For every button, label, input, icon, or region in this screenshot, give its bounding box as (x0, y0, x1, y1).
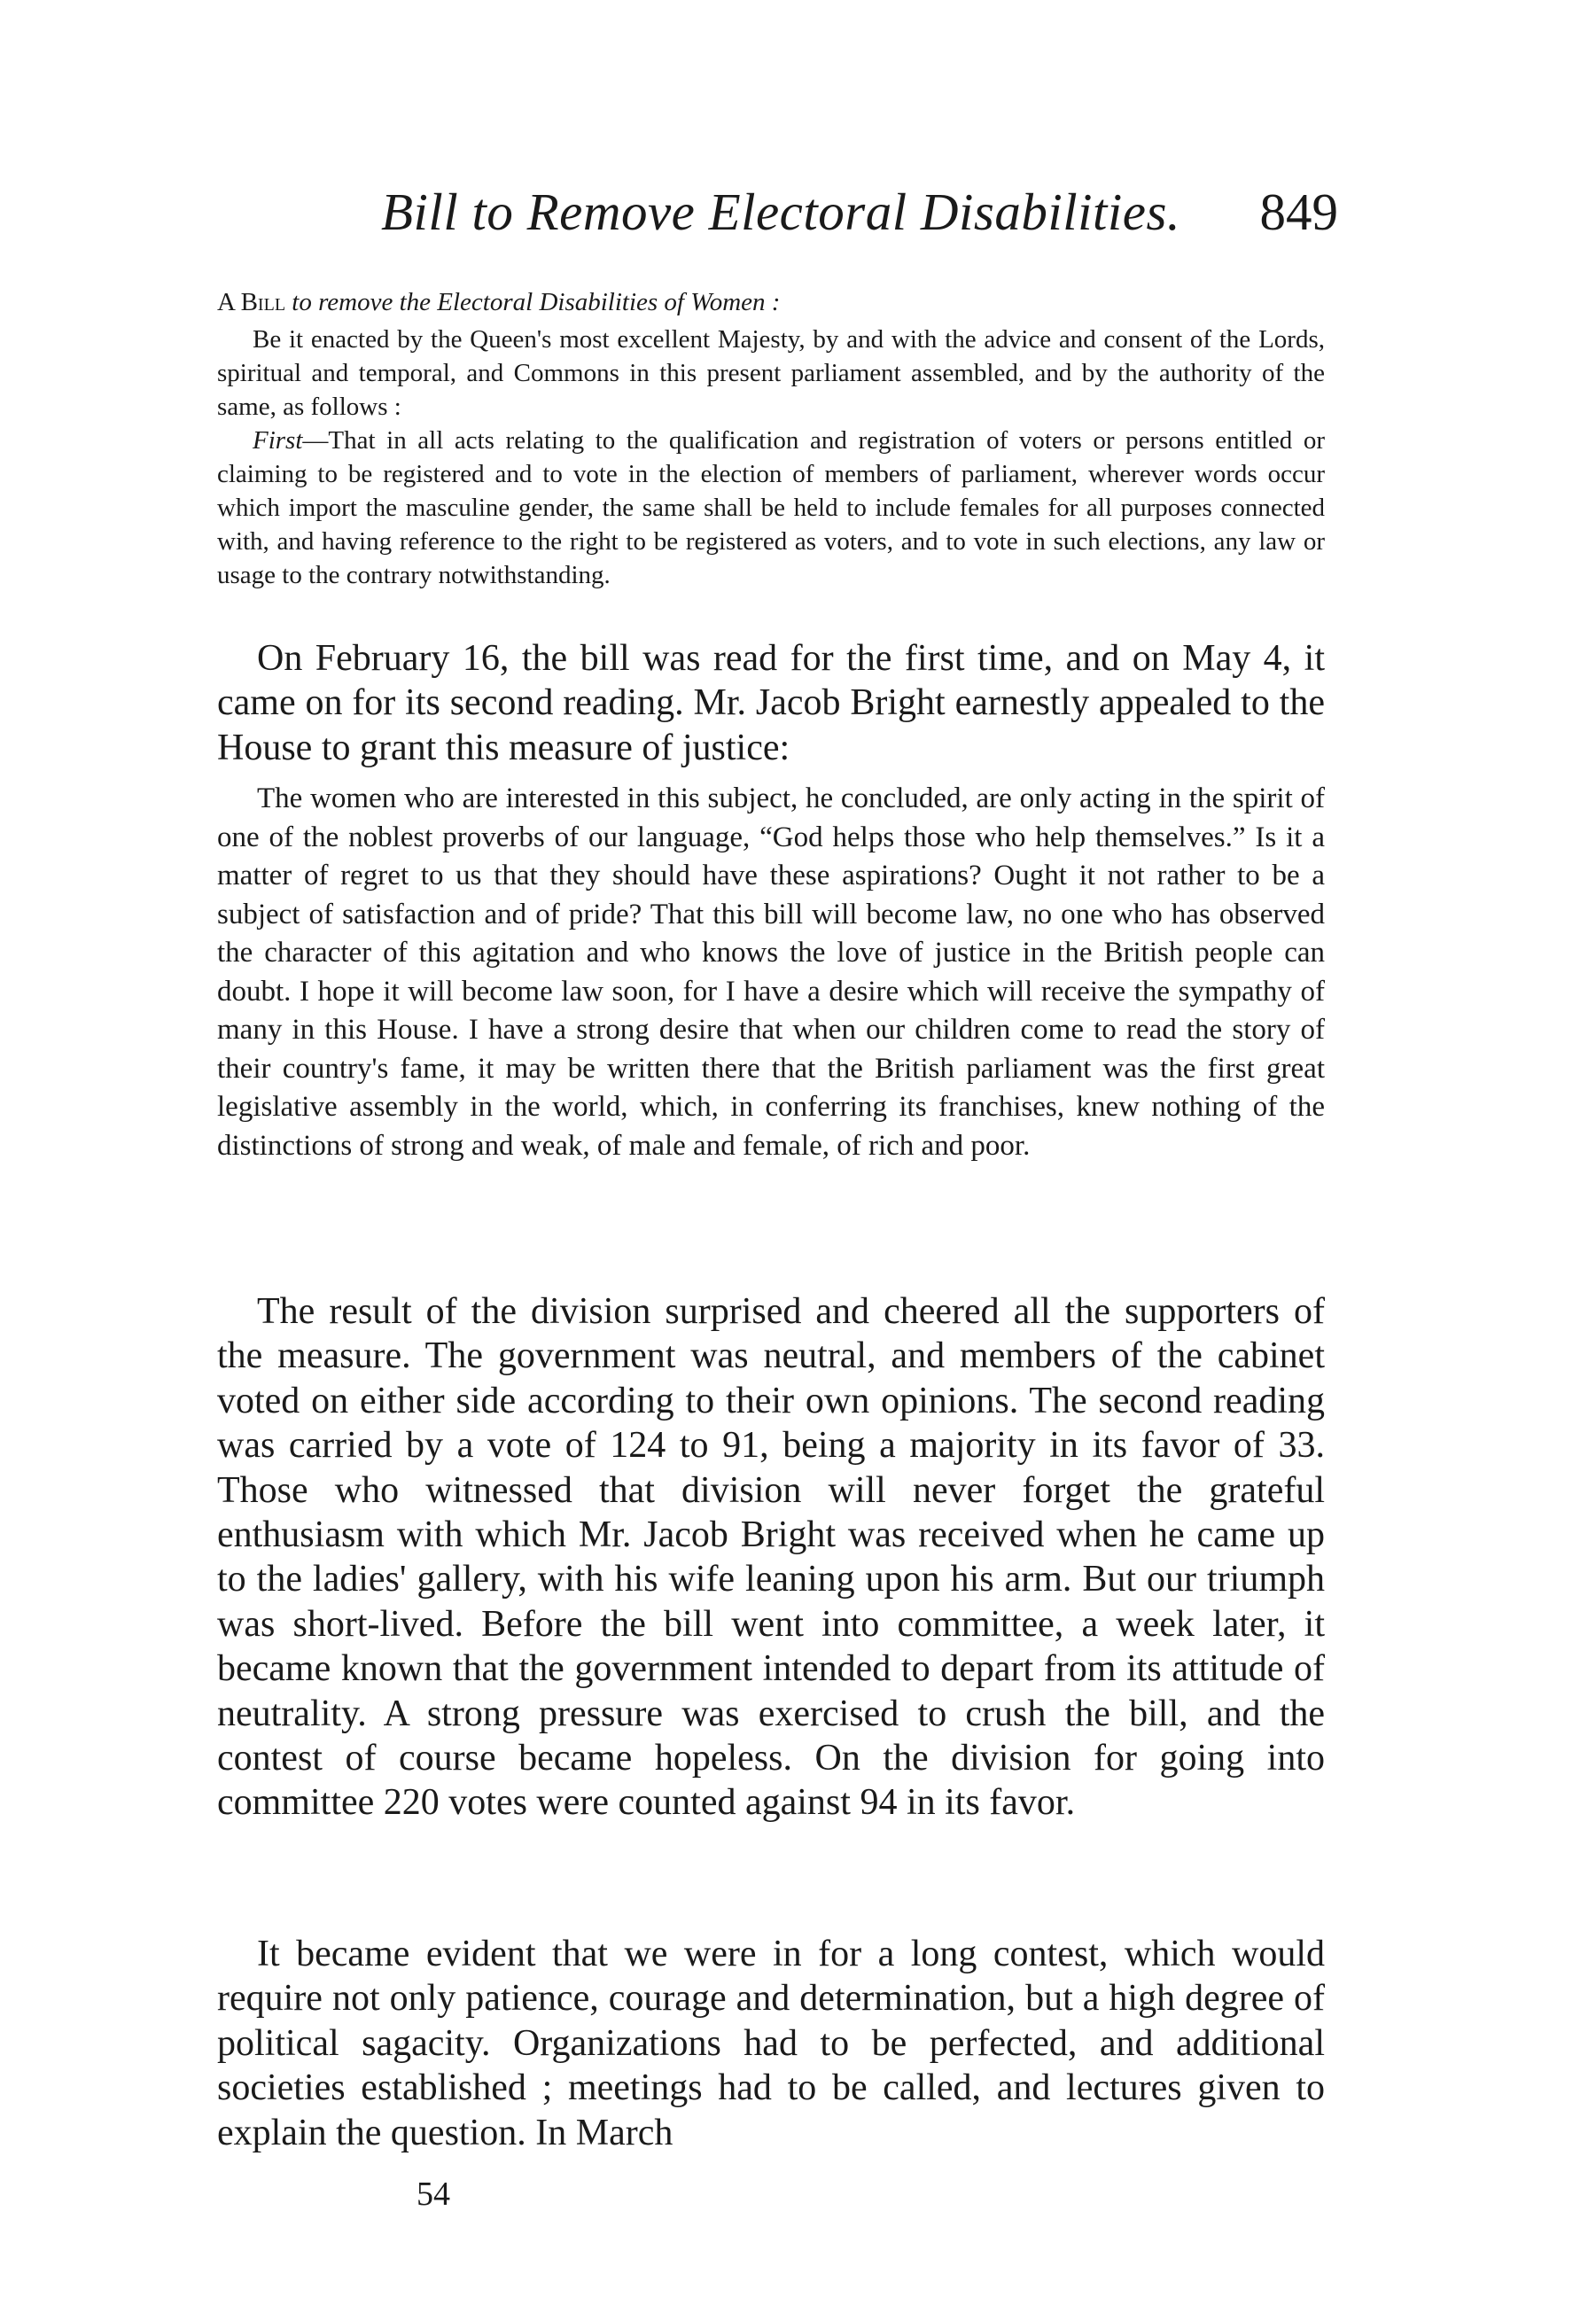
running-header (381, 182, 1338, 261)
bill-first-label: First (253, 426, 303, 455)
bill-title (217, 285, 1325, 319)
bill-enacting-clause: Be it enacted by the Queen's most excellent Majesty, by and with the advice and consent of the Lords, spiritual and temporal, and Commons in this present parliament assembled, and by the authority of the same, as follows : (217, 325, 1325, 421)
bill-title-italic: to remove the Electoral Disabilities of Women : (292, 288, 781, 316)
bill-title-caps: A Bill (217, 288, 286, 316)
paragraph-text: The result of the division surprised and cheered all the supporters of the measure. The government was neutral, and members of the cabinet voted on either side according to their own opinions. The second reading was carried by a vote of 124 to 91, being a majority in its favor of 33. Those who witnessed that division will never forget the grateful enthusiasm with which Mr. Jacob Bright was received when he came up to the ladies' gallery, with his wife leaning upon his arm. But our triumph was short-lived. Before the bill went into committee, a week later, it became known that the government intended to depart from its attitude of neutrality. A strong pressure was exercised to crush the bill, and the contest of course became hopeless. On the division for going into committee 220 votes were counted against 94 in its favor. (217, 1291, 1325, 1824)
paragraph-division-result (217, 1289, 1325, 1825)
paragraph-text: On February 16, the bill was read for the first time, and on May 4, it came on for its second reading. Mr. Jacob Bright earnestly appealed to the House to grant this measure of justice: (217, 638, 1325, 768)
quotation-block (217, 780, 1325, 1165)
page-number: 849 (1259, 183, 1338, 241)
paragraph-second-reading (217, 636, 1325, 770)
paragraph-long-contest (217, 1932, 1325, 2155)
running-title: Bill to Remove Electoral Disabilities. (381, 183, 1181, 241)
bill-first-clause (217, 424, 1325, 592)
bill-text-block (217, 285, 1325, 592)
paragraph-text: It became evident that we were in for a long contest, which would require not only patience, courage and determination, but a high degree of political sagacity. Organizations had to be perfected, and additional societies established ; meetings had to be called, and lectures given to explain the question. In March (217, 1934, 1325, 2153)
quotation-text: The women who are interested in this subject, he concluded, are only acting in the spirit of one of the noblest proverbs of our language, “God helps those who help themselves.” Is it a matter of regret to us that they should have these aspirations? Ought it not rather to be a subject of satisfaction and of pride? That this bill will become law, no one who has observed the character of this agitation and who knows the love of justice in the British people can doubt. I hope it will become law soon, for I have a desire which will receive the sympathy of many in this House. I have a strong desire that when our children come to read the story of their country's fame, it may be written there that the British parliament was the first great legislative assembly in the world, which, in conferring its franchises, knew nothing of the distinctions of strong and weak, of male and female, of rich and poor. (217, 782, 1325, 1162)
bill-first-text: —That in all acts relating to the qualification and registration of voters or persons entitled or claiming to be registered and to vote in the election of members of parliament, wherever words occur which import the masculine gender, the same shall be held to include females for all purposes connected with, and having reference to the right to be registered as voters, and to vote in such elections, any law or usage to the contrary notwithstanding. (217, 426, 1325, 589)
signature-mark: 54 (417, 2176, 450, 2213)
